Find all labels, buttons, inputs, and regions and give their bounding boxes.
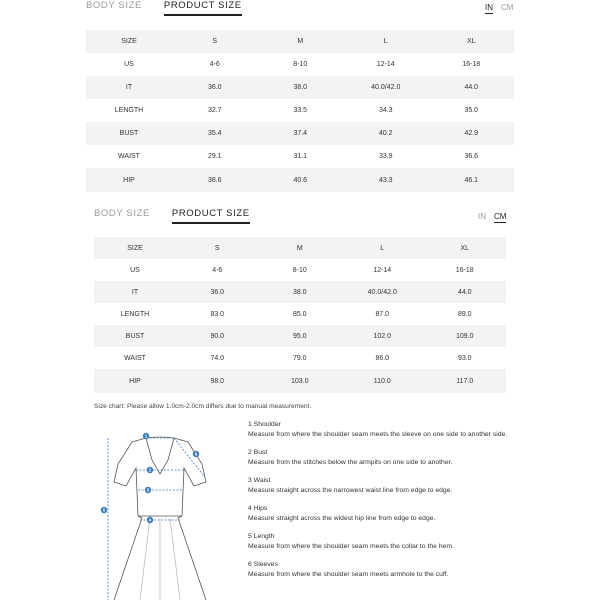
table-cell: 4-6 [209, 61, 220, 68]
table-cell: 95.0 [292, 332, 307, 340]
table-cell: 103.0 [290, 377, 309, 385]
table-cell: 38.0 [292, 288, 307, 296]
table-row [86, 99, 514, 122]
instruction-waist [248, 476, 548, 496]
row-label: LENGTH [114, 107, 144, 114]
table-row [86, 53, 514, 76]
table-cell: 8-10 [293, 61, 308, 68]
table-cell: 79.0 [292, 354, 307, 362]
header-cell: XL [460, 244, 470, 252]
panel1-tabs [86, 0, 264, 16]
instruction-title: 3 Waist [248, 477, 271, 484]
table-cell: 32.7 [207, 107, 222, 114]
instruction-bust [248, 448, 548, 468]
header-cell: S [214, 244, 220, 252]
table-cell: 37.4 [293, 130, 308, 137]
instruction-text: Measure from where the shoulder seam meets armhole to the cuff. [248, 571, 449, 578]
table-cell: 98.0 [210, 377, 225, 385]
instruction-text: Measure from the stitches below the armpits on one side to another. [248, 459, 453, 466]
header-cell: L [380, 244, 385, 252]
table-row [94, 281, 506, 303]
size-table-centimeters [94, 237, 506, 393]
marker-5-label: 5 [102, 507, 106, 513]
table-row [94, 259, 506, 281]
row-label: US [130, 266, 140, 274]
panel1-unit-toggle [485, 3, 513, 14]
dress-pleats [140, 518, 180, 600]
table-row [94, 347, 506, 369]
table-cell: 46.1 [464, 176, 479, 184]
table-cell: 38.6 [207, 176, 222, 184]
table-cell: 35.0 [464, 107, 479, 114]
row-label: BUST [119, 130, 139, 137]
panel2-tabs [94, 208, 272, 224]
row-label: IT [131, 288, 139, 296]
table-cell: 33.9 [378, 153, 393, 160]
table-cell: 89.0 [457, 310, 472, 318]
table-cell: 85.0 [292, 310, 307, 318]
table-cell: 117.0 [456, 377, 474, 385]
table-row [94, 325, 506, 347]
table-row [86, 168, 514, 192]
table-cell: 35.4 [207, 130, 222, 137]
row-label: US [124, 61, 134, 68]
tab-product-size[interactable]: PRODUCT SIZE [164, 0, 242, 16]
header-cell: M [296, 244, 303, 252]
size-table-inches [86, 30, 514, 192]
tab-product-size[interactable]: PRODUCT SIZE [172, 208, 250, 224]
header-cell: L [383, 38, 388, 45]
table-cell: 42.9 [464, 130, 479, 137]
marker-4-label: 4 [148, 517, 152, 523]
instruction-sleeves [248, 560, 548, 580]
table-cell: 40.6 [293, 176, 308, 184]
header-cell: S [212, 38, 218, 45]
tab-body-size[interactable]: BODY SIZE [94, 208, 150, 219]
table-cell: 40.0/42.0 [371, 84, 401, 91]
table-cell: 12-14 [373, 266, 392, 274]
instruction-title: 5 Length [248, 533, 275, 540]
table-cell: 38.0 [293, 84, 308, 91]
table-cell: 36.0 [210, 288, 225, 296]
table-row [94, 303, 506, 325]
table-cell: 36.0 [207, 84, 222, 91]
row-label: HIP [123, 176, 135, 184]
marker-1-label: 1 [144, 433, 148, 439]
table-header-row [86, 30, 514, 53]
row-label: LENGTH [120, 310, 150, 318]
table-header-row [94, 237, 506, 259]
table-cell: 16-18 [462, 61, 481, 68]
table-cell: 29.1 [207, 153, 222, 160]
table-cell: 74.0 [210, 354, 225, 362]
table-cell: 93.0 [457, 354, 472, 362]
instruction-text: Measure straight across the narrowest waist line from edge to edge. [248, 487, 453, 494]
table-cell: 110.0 [373, 377, 391, 385]
table-cell: 31.1 [293, 153, 308, 160]
table-cell: 33.5 [293, 107, 308, 114]
table-cell: 8-10 [292, 266, 307, 274]
header-cell: XL [466, 38, 476, 45]
table-cell: 87.0 [375, 310, 390, 318]
instruction-text: Measure straight across the widest hip line from edge to edge. [248, 515, 436, 522]
header-cell: SIZE [127, 244, 143, 252]
table-cell: 86.0 [375, 354, 390, 362]
row-label: BUST [125, 332, 145, 340]
measurement-instructions [248, 420, 548, 588]
row-label: WAIST [118, 153, 140, 160]
instruction-length [248, 532, 548, 552]
table-row [86, 122, 514, 145]
row-label: HIP [129, 377, 141, 385]
table-cell: 40.2 [378, 130, 393, 137]
table-row [94, 369, 506, 393]
row-label: IT [125, 84, 133, 91]
unit-cm[interactable]: CM [494, 212, 507, 221]
instruction-title: 6 Sleeves [248, 561, 278, 568]
size-chart-note: Size chart: Please allow 1.0cm-2.0cm differs due to manual measurement. [94, 403, 312, 410]
table-cell: 16-18 [455, 266, 474, 274]
instruction-title: 1 Shoulder [248, 421, 281, 428]
table-cell: 44.0 [464, 84, 479, 91]
table-cell: 40.0/42.0 [367, 288, 397, 296]
header-cell: M [297, 38, 304, 45]
tab-body-size[interactable]: BODY SIZE [86, 0, 142, 11]
table-cell: 36.6 [464, 153, 479, 160]
instruction-shoulder [248, 420, 548, 440]
instruction-text: Measure from where the shoulder seam meets the collar to the hem. [248, 543, 454, 550]
marker-3-label: 3 [146, 487, 150, 493]
table-cell: 12-14 [376, 61, 395, 68]
row-label: WAIST [124, 354, 146, 362]
table-row [86, 76, 514, 99]
panel2-unit-toggle [478, 212, 506, 223]
table-row [86, 145, 514, 168]
table-cell: 102.0 [373, 332, 392, 340]
instruction-hips [248, 504, 548, 524]
instruction-text: Measure from where the shoulder seam meets the sleeve on one side to another side. [248, 431, 508, 438]
unit-cm[interactable]: CM [501, 3, 514, 12]
table-cell: 90.0 [210, 332, 225, 340]
table-cell: 44.0 [457, 288, 472, 296]
table-cell: 4-6 [212, 266, 223, 274]
header-cell: SIZE [121, 38, 137, 45]
dress-measurement-diagram [94, 424, 234, 600]
marker-2-label: 2 [148, 467, 152, 473]
table-cell: 34.3 [378, 107, 393, 114]
marker-6-label: 6 [194, 451, 198, 457]
table-cell: 109.0 [455, 332, 474, 340]
unit-in[interactable]: IN [478, 212, 486, 221]
table-cell: 43.3 [378, 176, 393, 184]
unit-in[interactable]: IN [485, 3, 493, 12]
table-cell: 83.0 [210, 310, 225, 318]
instruction-title: 4 Hips [248, 505, 268, 512]
instruction-title: 2 Bust [248, 449, 268, 456]
